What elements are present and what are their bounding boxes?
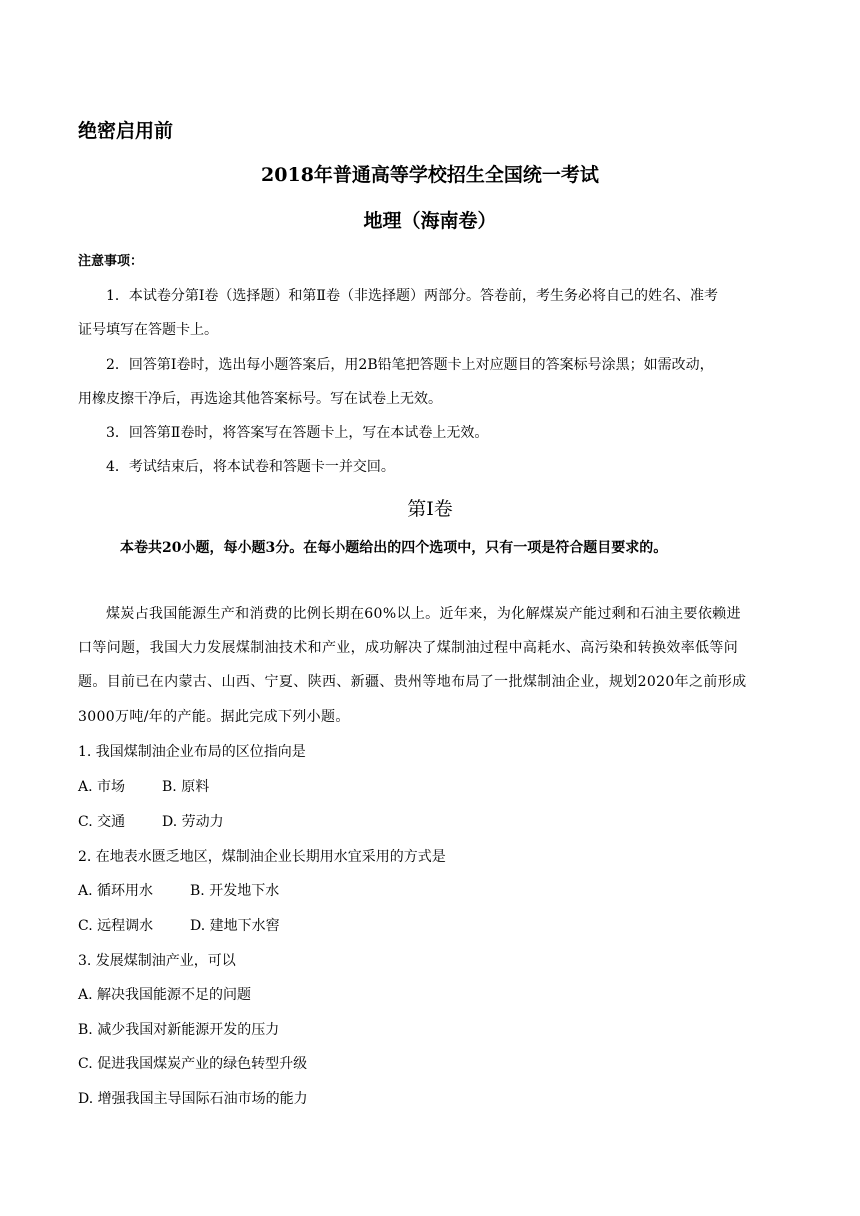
question-1-stem: 1. 我国煤制油企业布局的区位指向是	[78, 744, 306, 760]
note-line: 4．考试结束后，将本试卷和答题卡一并交回。	[106, 459, 395, 475]
question-2-options-row	[78, 915, 280, 935]
exam-subtitle: 地理（海南卷）	[363, 210, 497, 232]
option-a[interactable]: A. 市场	[78, 779, 126, 795]
passage-line: 口等问题，我国大力发展煤制油技术和产业，成功解决了煤制油过程中高耗水、高污染和转换效率低等问	[78, 640, 739, 656]
passage-line: 3000万吨/年的产能。据此完成下列小题。	[78, 709, 350, 725]
option-c[interactable]: C. 远程调水	[78, 918, 154, 934]
option-c[interactable]: C. 促进我国煤炭产业的绿色转型升级	[78, 1056, 308, 1072]
option-b[interactable]: B. 减少我国对新能源开发的压力	[78, 1022, 280, 1038]
question-1-options-row	[78, 811, 224, 831]
option-a[interactable]: A. 解决我国能源不足的问题	[78, 987, 252, 1003]
note-line: 证号填写在答题卡上。	[78, 322, 218, 338]
option-a[interactable]: A. 循环用水	[78, 883, 154, 899]
option-b[interactable]: B. 原料	[162, 779, 210, 795]
notes-heading: 注意事项：	[78, 254, 144, 269]
secret-label: 绝密启用前	[78, 120, 174, 142]
option-c[interactable]: C. 交通	[78, 814, 126, 830]
option-d[interactable]: D. 建地下水窖	[190, 918, 280, 934]
question-2-stem: 2. 在地表水匮乏地区，煤制油企业长期用水宜采用的方式是	[78, 849, 446, 865]
part1-title: 第Ⅰ卷	[407, 498, 453, 520]
option-d[interactable]: D. 劳动力	[162, 814, 224, 830]
passage-line: 煤炭占我国能源生产和消费的比例长期在60%以上。近年来，为化解煤炭产能过剩和石油主要依赖进	[106, 606, 741, 622]
exam-title: 2018年普通高等学校招生全国统一考试	[261, 164, 599, 186]
part1-description: 本卷共20小题，每小题3分。在每小题给出的四个选项中，只有一项是符合题目要求的。	[120, 540, 668, 556]
note-line: 3．回答第Ⅱ卷时，将答案写在答题卡上，写在本试卷上无效。	[106, 425, 489, 441]
question-1-options-row	[78, 776, 209, 796]
question-2-options-row	[78, 880, 279, 900]
option-d[interactable]: D. 增强我国主导国际石油市场的能力	[78, 1091, 308, 1107]
note-line: 用橡皮擦干净后，再选途其他答案标号。写在试卷上无效。	[78, 391, 442, 407]
note-line: 2．回答第Ⅰ卷时，选出每小题答案后，用2B铅笔把答题卡上对应题目的答案标号涂黑；如需改动，	[106, 357, 714, 373]
passage-line: 题。目前已在内蒙古、山西、宁夏、陕西、新疆、贵州等地布局了一批煤制油企业，规划2020年之前形成	[78, 674, 747, 690]
note-line: 1．本试卷分第Ⅰ卷（选择题）和第Ⅱ卷（非选择题）两部分。答卷前，考生务必将自己的姓名、准考	[106, 288, 718, 304]
question-3-stem: 3. 发展煤制油产业，可以	[78, 953, 236, 969]
option-b[interactable]: B. 开发地下水	[190, 883, 280, 899]
